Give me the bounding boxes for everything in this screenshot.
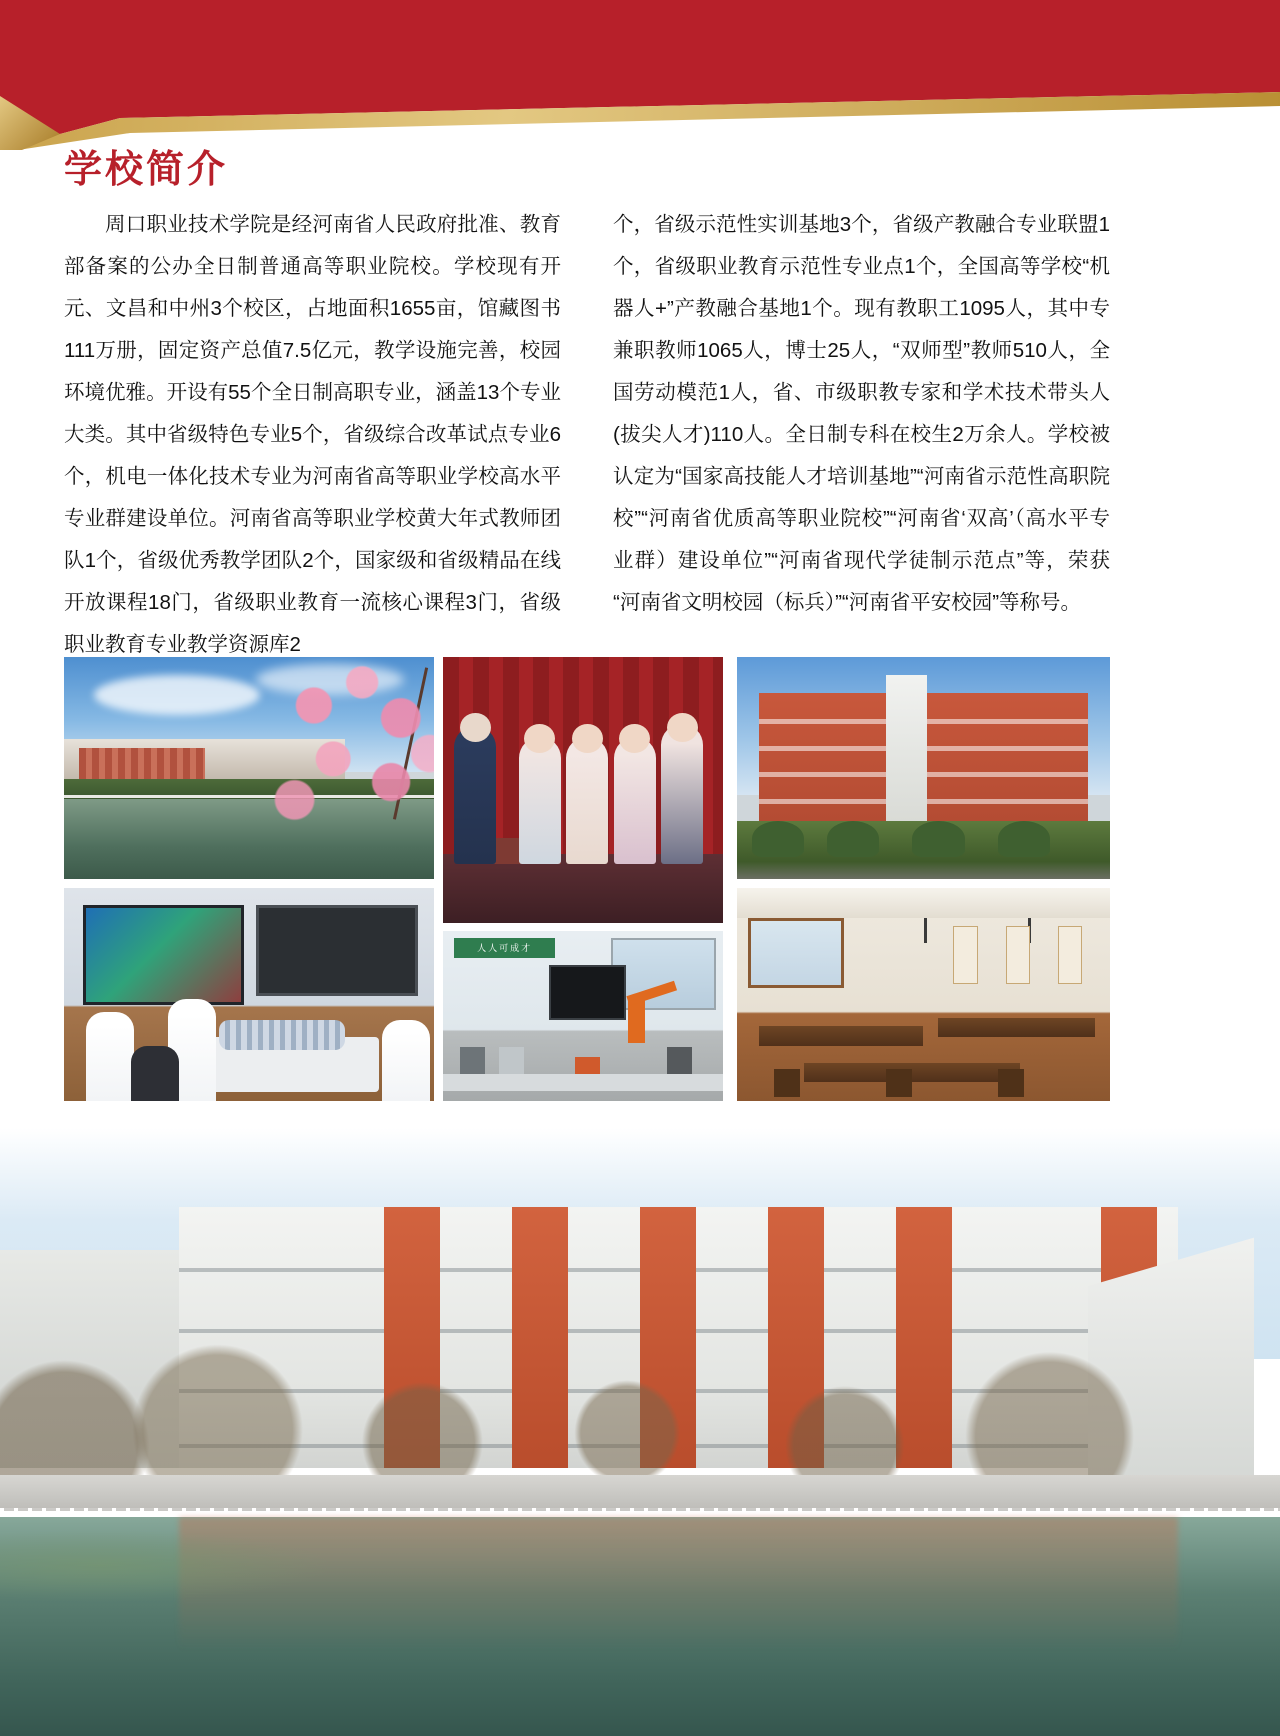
person-figure — [566, 737, 608, 865]
body-column-right — [613, 204, 1110, 666]
nurse-figure — [86, 1012, 134, 1101]
patient-figure — [219, 1020, 345, 1050]
lab-banner-text: 人人可成才 — [454, 938, 555, 958]
blackboard — [256, 905, 417, 996]
photo-teaching-building — [737, 657, 1110, 879]
shore-vegetation — [0, 1529, 333, 1602]
campus-road — [0, 1475, 1280, 1511]
person-figure — [614, 737, 656, 865]
stool — [998, 1069, 1024, 1097]
cherry-blossom — [256, 661, 434, 839]
workbench — [443, 1074, 723, 1091]
shrub — [752, 821, 804, 857]
stool — [774, 1069, 800, 1097]
stool — [886, 1069, 912, 1097]
study-desk — [759, 1026, 923, 1045]
wall-scroll — [1058, 926, 1082, 983]
page-header-banner — [0, 0, 1280, 150]
wall-scroll — [953, 926, 977, 983]
student-figure — [131, 1046, 179, 1101]
ceiling — [737, 888, 1110, 918]
person-figure — [454, 726, 496, 864]
person-head — [667, 713, 698, 742]
lab-equipment — [575, 1057, 600, 1074]
display-monitor — [549, 965, 626, 1020]
article-body — [64, 204, 1110, 666]
photo-robotics-lab — [443, 931, 723, 1101]
photo-reading-room — [737, 888, 1110, 1101]
body-paragraph-right: 个，省级示范性实训基地3个，省级产教融合专业联盟1个，省级职业教育示范性专业点1个，全国高等学校“机器人+”产教融合基地1个。现有教职工1095人，其中专兼职教师1065人，博士25人，“双师型”教师510人，全国劳动模范1人，省、市级职教专家和学术技术带头人(拔尖人才)110人。全日制专科在校生2万余人。学校被认定为“国家高技能人才培训基地”“河南省示范性高职院校”“河南省优质高等职业院校”“河南省‘双高’（高水平专业群）建设单位”“河南省现代学徒制示范点”等，荣获“河南省文明校园（标兵）”“河南省平安校园”等称号。 — [613, 213, 1110, 614]
photo-nursing-lab — [64, 888, 434, 1101]
person-head — [524, 724, 555, 753]
shrub — [998, 821, 1050, 857]
pendant-lamp — [924, 918, 927, 944]
lake-railing — [0, 1508, 1280, 1514]
shrub — [827, 821, 879, 857]
person-head — [460, 713, 491, 742]
photo-campus-hero — [0, 1128, 1280, 1736]
person-figure — [661, 724, 703, 865]
lab-equipment — [499, 1047, 524, 1074]
winter-tree-row — [0, 1335, 1280, 1493]
photo-campus-lake — [64, 657, 434, 879]
stair-tower — [886, 675, 927, 822]
lab-equipment — [667, 1047, 692, 1074]
shrub — [912, 821, 964, 857]
page-title: 学校简介 — [64, 149, 229, 191]
study-desk — [938, 1018, 1095, 1037]
body-column-left — [64, 204, 561, 666]
nurse-figure — [382, 1020, 430, 1101]
person-head — [619, 724, 650, 753]
lab-equipment — [460, 1047, 485, 1074]
person-figure — [519, 737, 561, 865]
room-window — [748, 918, 844, 988]
wall-scroll — [1006, 926, 1030, 983]
body-paragraph-left: 周口职业技术学院是经河南省人民政府批准、教育部备案的公办全日制普通高等职业院校。学校现有开元、文昌和中州3个校区，占地面积1655亩，馆藏图书111万册，固定资产总值7.5亿元，教学设施完善，校园环境优雅。开设有55个全日制高职专业，涵盖13个专业大类。其中省级特色专业5个，省级综合改革试点专业6个，机电一体化技术专业为河南省高等职业学校高水平专业群建设单位。河南省高等职业学校黄大年式教师团队1个，省级优秀教学团队2个，国家级和省级精品在线开放课程18门，省级职业教育一流核心课程3门，省级职业教育专业教学资源库2 — [64, 213, 561, 656]
person-head — [572, 724, 603, 753]
projection-screen — [83, 905, 244, 1005]
cloud-shape — [94, 675, 261, 715]
photo-activity-stage — [443, 657, 723, 923]
